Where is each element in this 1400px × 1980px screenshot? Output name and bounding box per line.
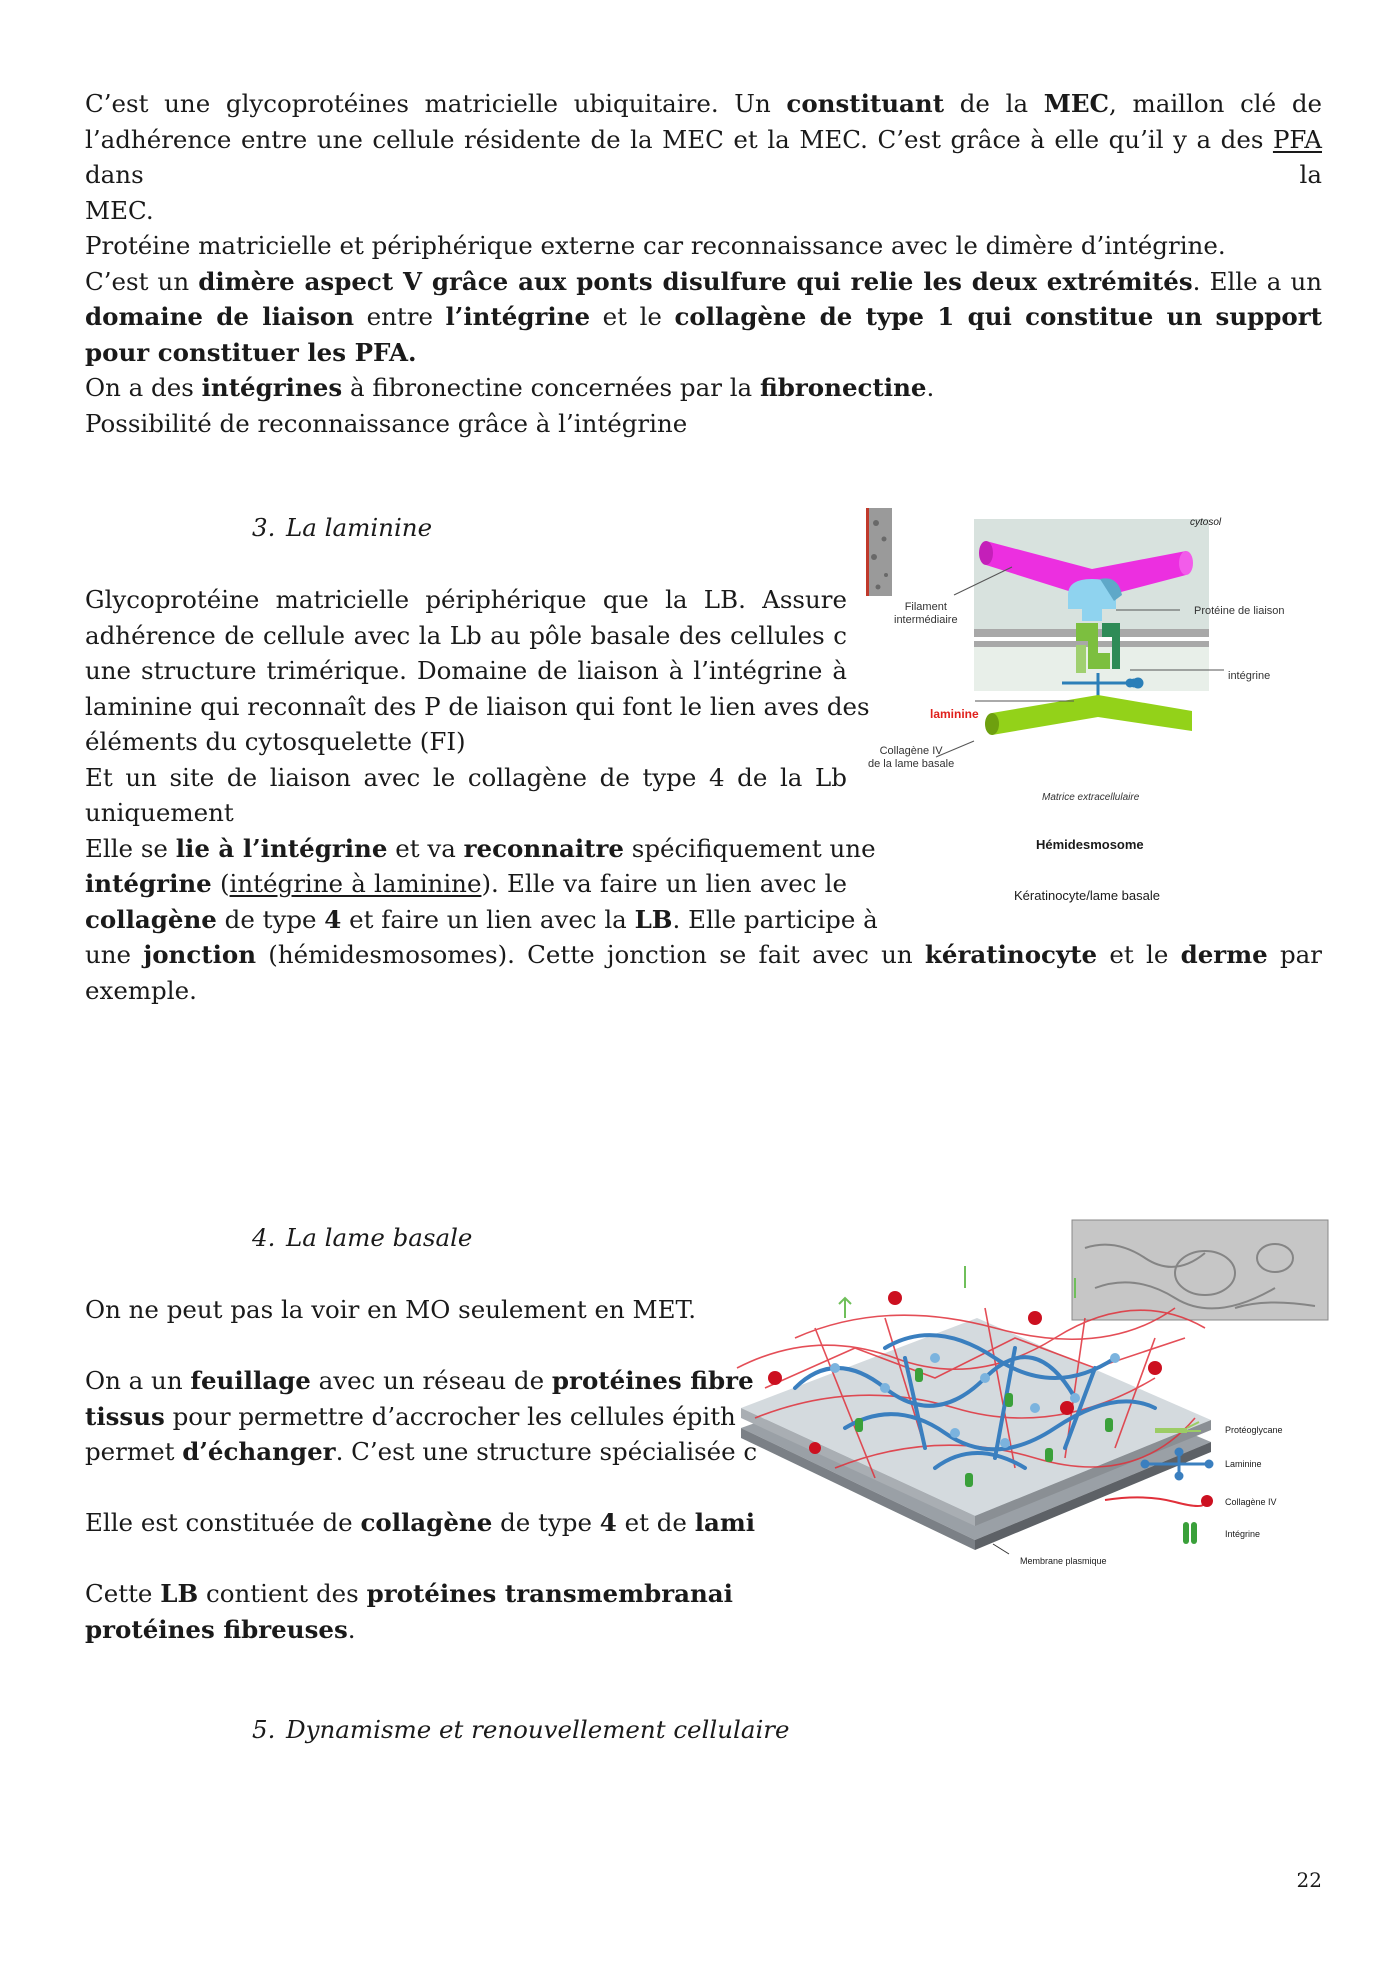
section3-line: laminine qui reconnaît des P de liaison qui font le lien aves des (85, 691, 870, 721)
section4-p4-line1: Cette LB contient des protéines transmembranai (85, 1579, 733, 1608)
legend-integrine: Intégrine (1225, 1529, 1261, 1539)
hemidesmosome-figure (862, 505, 1322, 915)
section3-line: uniquement (85, 798, 234, 827)
section4-p2-line2: tissus pour permettre d’accrocher les cellules épith (85, 1401, 736, 1431)
figure-caption: Kératinocyte/lame basale (1014, 888, 1160, 903)
label-collagene: Collagène IV de la lame basale (868, 745, 955, 770)
intro-p2: Protéine matricielle et périphérique externe car reconnaissance avec le dimère d’intégrine. (85, 231, 1226, 260)
section3-line: adhérence de cellule avec la Lb au pôle basale des cellules c (85, 620, 847, 650)
label-matrice: Matrice extracellulaire (1042, 792, 1140, 803)
intro-p5: Possibilité de reconnaissance grâce à l’intégrine (85, 408, 688, 438)
intro-p4: On a des intégrines à fibronectine concernées par la fibronectine. (85, 373, 935, 402)
section3-line: exemple. (85, 975, 197, 1005)
label-cytosol: cytosol (1190, 517, 1222, 528)
legend-proteoglycane: Protéoglycane (1225, 1425, 1283, 1435)
section3-line: éléments du cytosquelette (FI) (85, 727, 466, 756)
section3-line: Glycoprotéine matricielle périphérique que la LB. Assure (85, 585, 847, 614)
section4-heading: 4. La lame basale (252, 1223, 473, 1252)
legend-collagene-glyph (1105, 1495, 1213, 1507)
intro-p1-line2: l’adhérence entre une cellule résidente de la MEC et la MEC. C’est grâce à elle qu’il y a des PFA dans la (85, 124, 1322, 189)
section3-text (85, 582, 878, 937)
label-integrine: intégrine (1228, 670, 1271, 682)
pfa-underlined: PFA (1272, 124, 1322, 154)
section3-heading: 3. La laminine (252, 513, 433, 542)
section3-line: intégrine (intégrine à laminine). Elle va faire un lien avec le (85, 869, 847, 898)
section5-heading: 5. Dynamisme et renouvellement cellulaire (252, 1715, 790, 1744)
basal-lamina-diagram (735, 1218, 1335, 1600)
page-number: 22 (1296, 1868, 1322, 1892)
label-filament: Filament intermédiaire (894, 601, 958, 626)
label-proteine-liaison: Protéine de liaison (1194, 605, 1285, 617)
section3-line: Elle se lie à l’intégrine et va reconnaitre spécifiquement une (85, 833, 876, 863)
section4-p1: On ne peut pas la voir en MO seulement en MET. (85, 1295, 697, 1324)
integrine-laminine-underlined: intégrine à laminine (229, 869, 482, 898)
section4-p2-line3: permet d’échanger. C’est une structure spécialisée c (85, 1437, 758, 1466)
section3-line: une jonction (hémidesmosomes). Cette jonction se fait avec un kératinocyte et le derme par (85, 940, 1322, 969)
section4-text (85, 1292, 758, 1647)
label-membrane-plasmique: Membrane plasmique (1020, 1556, 1107, 1566)
section4-p3: Elle est constituée de collagène de type 4 et de lami (85, 1508, 756, 1537)
section4-p4-line2: protéines fibreuses. (85, 1614, 356, 1644)
intro-text (85, 86, 1322, 441)
section3-text-full (85, 937, 1322, 1008)
intro-p3: C’est un dimère aspect V grâce aux ponts disulfure qui relie les deux extrémités. Elle a un domaine de liaison entre l’intégrine et le collagène de type 1 qui constitue un support pour constituer les PFA. (85, 266, 1323, 367)
figure-title-hemidesmosome: Hémidesmosome (1036, 837, 1144, 852)
section3-line: Et un site de liaison avec le collagène de type 4 de la Lb (85, 762, 847, 792)
tem-micrograph (1072, 1220, 1328, 1320)
micrograph-strip (866, 508, 892, 596)
intro-p1-line1: C’est une glycoprotéines matricielle ubiquitaire. Un constituant de la MEC, maillon clé de (85, 89, 1322, 118)
intro-p1-line3: MEC. (85, 195, 154, 225)
legend-collagene: Collagène IV (1225, 1497, 1277, 1507)
legend-integrine-glyph (1183, 1522, 1197, 1544)
label-laminine: laminine (930, 707, 979, 721)
basal-lamina-figure (735, 1218, 1335, 1600)
section3-line: collagène de type 4 et faire un lien avec la LB. Elle participe à (85, 904, 878, 934)
section4-p2-line1: On a un feuillage avec un réseau de protéines fibre (85, 1366, 754, 1395)
section3-line: une structure trimérique. Domaine de liaison à l’intégrine à (85, 656, 847, 685)
legend-laminine: Laminine (1225, 1459, 1262, 1469)
